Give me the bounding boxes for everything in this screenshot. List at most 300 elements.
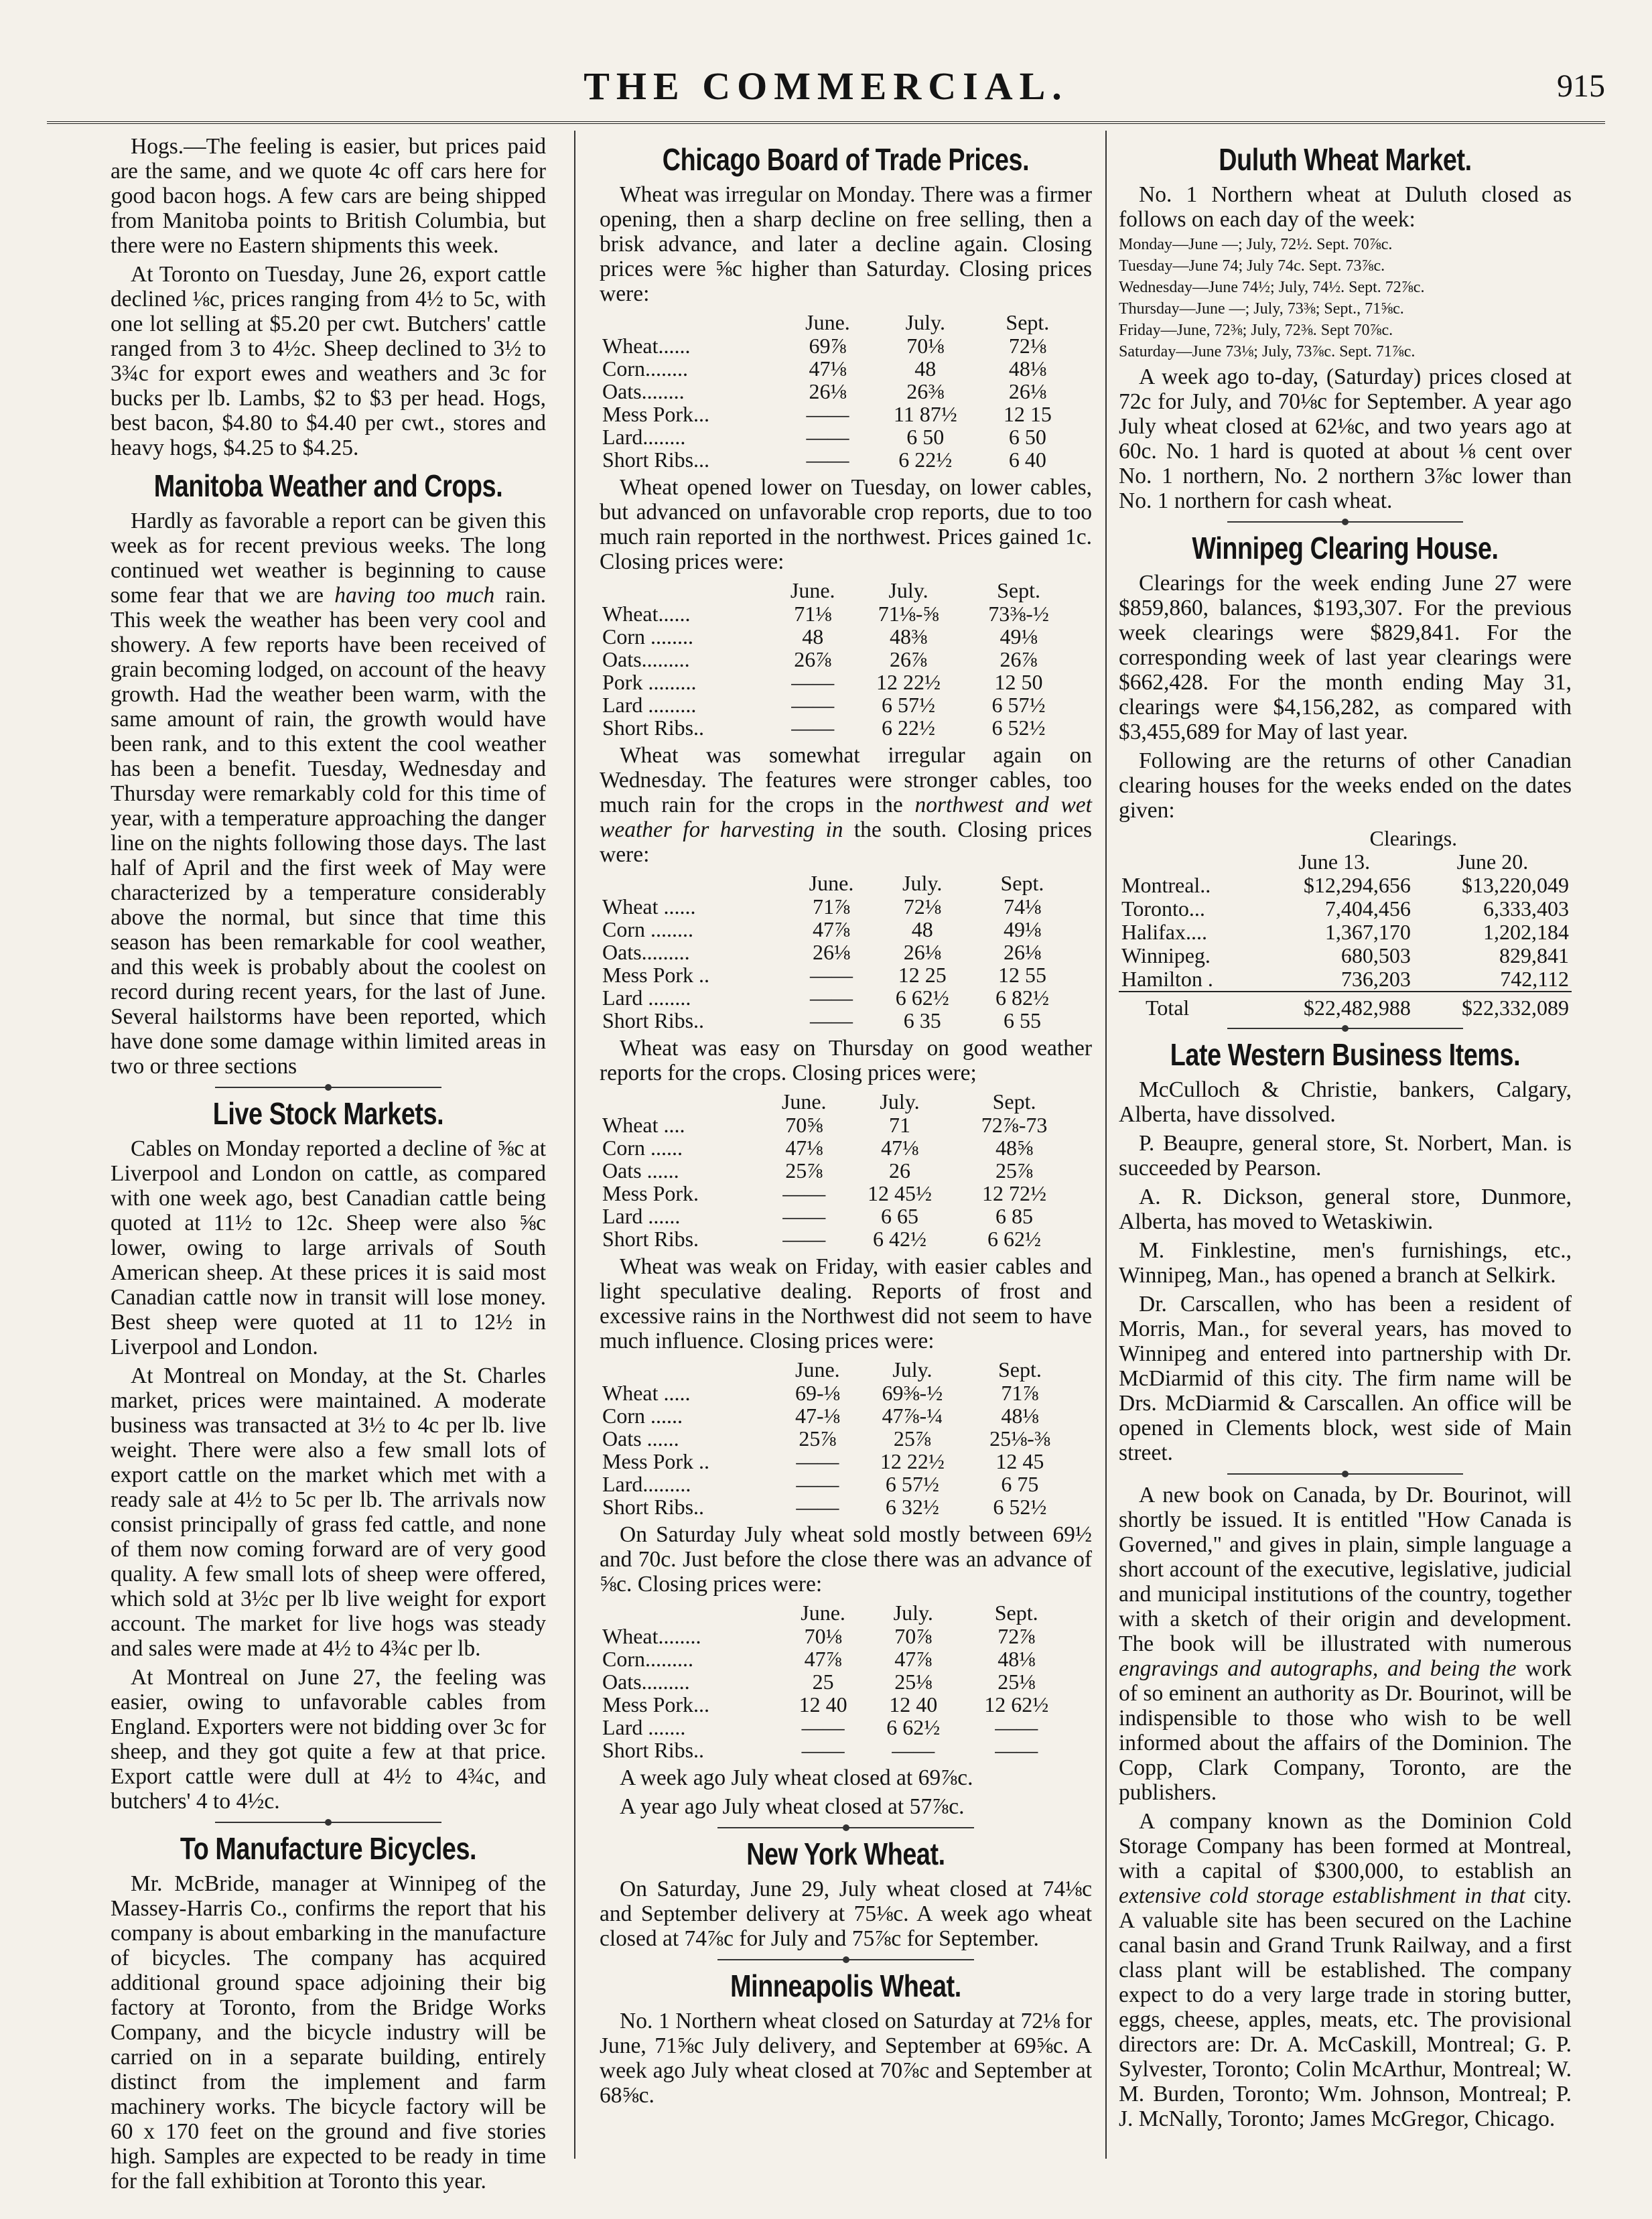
price-cell: 25⅞ <box>785 1158 823 1183</box>
price-column-header: June. <box>795 1357 840 1382</box>
price-cell: 6 22½ <box>882 716 936 740</box>
commodity-label: Short Ribs... <box>602 448 710 472</box>
price-cell: 6 40 <box>1008 448 1046 472</box>
price-cell: 71⅛ <box>794 602 832 626</box>
clearing-paragraph: Clearings for the week ending June 27 were $859,860, balances, $193,307. For the previous week clearings were $829,841. For the corresponding week of last year clearings were $662,428. For the month ending May 31, clearings were $4,156,282, as compared with $3,455,689 for May of last year. <box>1119 571 1572 744</box>
commodity-label: Wheat........ <box>602 1624 701 1648</box>
price-cell: 48 <box>914 356 937 381</box>
price-cell: —— <box>810 1008 853 1032</box>
price-cell: 70⅛ <box>906 334 945 358</box>
price-row <box>600 671 1073 693</box>
section-separator <box>215 1822 441 1823</box>
price-cell: 26⅞ <box>890 647 928 671</box>
price-table <box>600 1601 1073 1761</box>
city-label: Hamilton . <box>1121 967 1213 991</box>
commodity-label: Short Ribs.. <box>602 1495 705 1519</box>
price-cell: —— <box>806 448 849 472</box>
price-cell: 74⅛ <box>1003 894 1041 919</box>
price-column-header: June. <box>809 871 854 895</box>
commodity-label: Lard ....... <box>602 1715 686 1739</box>
price-cell: 12 22½ <box>880 1449 945 1473</box>
section-separator <box>717 1827 973 1828</box>
friday-paragraph: Wheat was weak on Friday, with easier cables and light speculative dealing. Reports of frost and excessive rains in the Northwest did not seem to have much influence. Closing prices were: <box>600 1254 1092 1353</box>
city-label: Toronto... <box>1121 896 1205 921</box>
price-cell: 6 42½ <box>873 1227 927 1251</box>
commodity-label: Short Ribs.. <box>602 1738 705 1762</box>
price-cell: 47⅛ <box>881 1136 919 1160</box>
live-stock-heading: Live Stock Markets. <box>212 1096 444 1131</box>
commodity-label: Short Ribs.. <box>602 716 705 740</box>
price-cell: 49⅛ <box>1000 624 1038 649</box>
toronto-cattle-paragraph: At Toronto on Tuesday, June 26, export cattle declined ⅛c, prices ranging from 4½ to 5c, with one lot selling at $5.20 per cwt. Butchers' cattle ranged from 3 to 4½c. Sheep declined to 3½ to 3¾c for export ewes and weathers and 3c for bucks per lb. Lambs, $2 to $3 per head. Hogs, best bacon, $4.80 to $4.40 per cwt., stores and heavy hogs, $4.25 to $4.25. <box>111 262 546 460</box>
commodity-label: Mess Pork... <box>602 1692 710 1717</box>
price-cell: —— <box>801 1738 845 1762</box>
clearings-rows <box>1119 874 1572 992</box>
price-cell: 70⅞ <box>894 1624 933 1648</box>
price-cell: 12 40 <box>889 1692 938 1717</box>
commodity-label: Short Ribs.. <box>602 1008 705 1032</box>
newspaper-title: THE COMMERCIAL. <box>583 64 1069 108</box>
commodity-label: Oats......... <box>602 1670 690 1694</box>
price-cell: 26⅜ <box>906 379 945 403</box>
price-cell: 47⅛ <box>809 356 847 381</box>
section-separator <box>1227 1028 1463 1029</box>
section-separator <box>1227 1473 1463 1475</box>
price-cell: 6 55 <box>1003 1008 1041 1032</box>
page-header <box>47 64 1605 117</box>
business-item: M. Finklestine, men's furnishings, etc., Winnipeg, Man., has opened a branch at Selkirk. <box>1119 1238 1572 1288</box>
price-column-header: Sept. <box>994 1601 1038 1625</box>
price-cell: —— <box>791 693 835 717</box>
price-cell: 6 35 <box>903 1008 941 1032</box>
price-table-header <box>600 1089 1073 1114</box>
price-row <box>600 448 1073 471</box>
price-cell: 12 40 <box>799 1692 847 1717</box>
commodity-label: Mess Pork. <box>602 1181 699 1205</box>
price-cell: 47⅞ <box>894 1647 933 1671</box>
late-western-heading: Late Western Business Items. <box>1170 1037 1521 1072</box>
commodity-label: Oats........ <box>602 379 685 403</box>
price-cell: 26⅞ <box>1000 647 1038 671</box>
column-divider <box>1105 131 1107 2159</box>
price-cell: 73⅜-½ <box>988 602 1049 626</box>
price-row <box>600 602 1073 625</box>
price-cell: 12 62½ <box>984 1692 1049 1717</box>
duluth-paragraph: A week ago to-day, (Saturday) prices closed at 72c for July, and 70⅛c for September. A year ago July wheat closed at 62⅛c, and two years ago at 60c. No. 1 hard is quoted at about ⅛ cent over No. 1 northern, No. 2 northern 3⅞c lower than No. 1 northern for cash wheat. <box>1119 364 1572 513</box>
price-cell: 6 50 <box>1008 425 1046 449</box>
duluth-daily-list <box>1119 236 1572 360</box>
price-cell: 48⅛ <box>1008 356 1046 381</box>
commodity-label: Lard........ <box>602 425 686 449</box>
price-row <box>600 1227 1073 1250</box>
price-row <box>600 403 1073 425</box>
clearing-amount: 7,404,456 <box>1324 896 1411 921</box>
book-paragraph: A new book on Canada, by Dr. Bourinot, will shortly be issued. It is entitled "How Canada is Governed," and gives in plain, simple language a short account of the executive, legislative, judicial and municipal institutions of the country, together with a sketch of their origin and development. The book will be illustrated with numerous engravings and autographs, and being the work of so eminent an authority as Dr. Bourinot, will be indispensible to those who wish to be well informed about the affairs of the Dominion. The Copp, Clark Company, Toronto, are the publishers. <box>1119 1483 1572 1805</box>
price-column-header: July. <box>902 871 943 895</box>
new-york-paragraph: On Saturday, June 29, July wheat closed at 74⅛c and September delivery at 75⅛c. A week ago wheat closed at 74⅞c for July and 75⅞c for September. <box>600 1877 1092 1951</box>
city-label: Winnipeg. <box>1121 943 1211 967</box>
price-row <box>600 334 1073 357</box>
price-cell: 47⅞ <box>813 917 850 941</box>
business-item: A. R. Dickson, general store, Dunmore, Alberta, has moved to Wetaskiwin. <box>1119 1185 1572 1234</box>
clearings-row <box>1119 921 1572 944</box>
price-row <box>600 1159 1073 1182</box>
price-cell: 6 85 <box>995 1204 1034 1228</box>
price-cell: 48⅛ <box>1001 1404 1039 1428</box>
price-table-header <box>600 310 1073 334</box>
commodity-label: Corn ........ <box>602 624 693 649</box>
price-cell: 12 25 <box>898 963 947 987</box>
price-cell: —— <box>782 1204 826 1228</box>
price-cell: 6 22½ <box>898 448 953 472</box>
price-cell: 48⅝ <box>995 1136 1034 1160</box>
city-label: Halifax.... <box>1121 920 1207 944</box>
bicycles-paragraph: Mr. McBride, manager at Winnipeg of the Massey-Harris Co., confirms the report that his company is about embarking in the manufacture of bicycles. The company has acquired additional ground space adjoining their big factory at Toronto, from the Bridge Works Company, and the bicycle industry will be carried on in a separate building, entirely distinct from the implement and farm machinery works. The bicycle factory will be 60 x 170 feet on the ground and five stories high. Samples are expected to be ready in time for the fall exhibition at Toronto this year. <box>111 1871 546 2194</box>
price-cell: 12 72½ <box>982 1181 1047 1205</box>
price-cell: 47⅞-¼ <box>882 1404 943 1428</box>
clearing-house-heading: Winnipeg Clearing House. <box>1192 531 1499 565</box>
cold-storage-paragraph: A company known as the Dominion Cold Storage Company has been formed at Montreal, with a capital of $300,000, to establish an extensive cold storage establishment in that city. A valuable site has been secured on the Lachine canal basin and Grand Trunk Railway, and a first class plant will be established. The company expect to do a very large trade in storing butter, eggs, cheese, apples, meats, etc. The provisional directors are: Dr. A. McCaskill, Montreal; G. P. Sylvester, Toronto; Colin McArthur, Montreal; W. M. Burden, Toronto; Wm. Johnson, Montreal; P. J. McNally, Toronto; James McGregor, Chicago. <box>1119 1809 1572 2131</box>
commodity-label: Wheat...... <box>602 334 691 358</box>
price-cell: —— <box>791 716 835 740</box>
price-cell: 12 55 <box>997 963 1046 987</box>
bicycles-heading: To Manufacture Bicycles. <box>180 1831 477 1866</box>
clearings-row <box>1119 897 1572 921</box>
price-table <box>600 578 1073 739</box>
price-cell: 6 32½ <box>885 1495 939 1519</box>
price-column-header: June. <box>781 1089 827 1114</box>
clearing-amount: $12,294,656 <box>1303 873 1411 897</box>
column-middle <box>600 134 1092 2159</box>
clearings-table <box>1119 827 1572 1020</box>
price-cell: —— <box>796 1495 839 1519</box>
commodity-label: Mess Pork .. <box>602 963 710 987</box>
price-row <box>600 1382 1073 1404</box>
price-row <box>600 986 1073 1009</box>
minneapolis-paragraph: No. 1 Northern wheat closed on Saturday at 72⅛ for June, 71⅝c July delivery, and September at 69⅝c. A week ago July wheat closed at 70⅞c and September at 68⅝c. <box>600 2009 1092 2108</box>
price-column-header <box>600 1357 778 1382</box>
price-row <box>600 1716 1073 1739</box>
livestock-paragraph: At Montreal on Monday, at the St. Charles market, prices were maintained. A moderate business was transacted at 3½ to 4c per lb. live weight. There were also a few small lots of export cattle on the market which met with a ready sale at 4½ to 5c per lb. The arrivals now consist principally of grass fed cattle, and none of them now coming forward are of very good quality. A few small lots of sheep were offered, which sold at 3½c per lb live weight for export account. The market for live hogs was steady and sales were made at 4½ to 4¾c per lb. <box>111 1363 546 1661</box>
price-cell: —— <box>791 670 835 694</box>
price-cell: 72⅞-73 <box>981 1113 1048 1137</box>
clearing-amount: 829,841 <box>1499 943 1569 967</box>
commodity-label: Oats ...... <box>602 1426 679 1451</box>
commodity-label: Corn ...... <box>602 1404 683 1428</box>
price-cell: 25 <box>812 1670 834 1694</box>
price-column-header: Sept. <box>997 578 1040 602</box>
price-column-header: June. <box>790 578 835 602</box>
price-table-header <box>600 578 1073 602</box>
price-cell: —— <box>796 1472 839 1496</box>
duluth-day: Wednesday—June 74½; July, 74½. Sept. 72⅞c. <box>1119 279 1425 296</box>
new-york-heading: New York Wheat. <box>746 1836 945 1871</box>
monday-paragraph: Wheat was irregular on Monday. There was a firmer opening, then a sharp decline on free selling, then a brisk advance, and later a decline again. Closing prices were ⅝c higher than Saturday. Closing prices were: <box>600 182 1092 306</box>
price-cell: 6 52½ <box>991 716 1046 740</box>
price-row <box>600 1648 1073 1670</box>
duluth-day: Thursday—June —; July, 73⅜; Sept., 71⅝c. <box>1119 300 1404 318</box>
price-row <box>600 1009 1073 1032</box>
price-column-header <box>600 1089 765 1114</box>
price-cell: —— <box>806 425 849 449</box>
commodity-label: Lard ........ <box>602 986 691 1010</box>
commodity-label: Wheat ..... <box>602 1381 691 1405</box>
price-cell: 26⅛ <box>1003 940 1041 964</box>
price-table <box>600 1089 1073 1250</box>
business-item: P. Beaupre, general store, St. Norbert, Man. is succeeded by Pearson. <box>1119 1131 1572 1181</box>
price-cell: 25⅞ <box>995 1158 1034 1183</box>
price-cell: 49⅛ <box>1003 917 1041 941</box>
price-cell: 71 <box>889 1113 911 1137</box>
price-table <box>600 871 1073 1032</box>
price-cell: 70⅛ <box>804 1624 842 1648</box>
price-cell: 48 <box>802 624 824 649</box>
price-cell: 69⅜-½ <box>882 1381 943 1405</box>
price-cell: 25⅛ <box>997 1670 1036 1694</box>
clearing-amount: 6,333,403 <box>1483 896 1569 921</box>
price-cell: 6 57½ <box>991 693 1046 717</box>
price-cell: 25⅛ <box>894 1670 933 1694</box>
clearings-label: Clearings. <box>1369 826 1458 850</box>
price-cell: —— <box>801 1715 845 1739</box>
price-row <box>600 1450 1073 1473</box>
price-row <box>600 1739 1073 1761</box>
commodity-label: Oats......... <box>602 647 690 671</box>
price-cell: 6 62½ <box>886 1715 941 1739</box>
clearings-column-header: June 20. <box>1456 850 1529 874</box>
price-cell: 47-⅛ <box>795 1404 840 1428</box>
price-cell: 6 75 <box>1001 1472 1039 1496</box>
business-item: McCulloch & Christie, bankers, Calgary, Alberta, have dissolved. <box>1119 1077 1572 1127</box>
price-row <box>600 941 1073 963</box>
duluth-day: Friday—June, 72⅜; July, 72⅜. Sept 70⅞c. <box>1119 322 1393 339</box>
price-cell: 12 15 <box>1003 402 1052 426</box>
saturday-paragraph: On Saturday July wheat sold mostly between 69½ and 70c. Just before the close there was an advance of ⅝c. Closing prices were: <box>600 1522 1092 1597</box>
price-cell: 6 50 <box>906 425 945 449</box>
price-row <box>600 1114 1073 1136</box>
price-column-header: Sept. <box>997 1357 1042 1382</box>
city-label: Montreal.. <box>1121 873 1211 897</box>
price-column-header: July. <box>888 578 928 602</box>
duluth-day: Tuesday—June 74; July 74c. Sept. 73⅞c. <box>1119 257 1385 275</box>
clearing-amount: $13,220,049 <box>1462 873 1569 897</box>
clearings-row <box>1119 967 1572 992</box>
chicago-board-heading: Chicago Board of Trade Prices. <box>662 142 1030 177</box>
column-right <box>1119 134 1572 2159</box>
commodity-label: Wheat .... <box>602 1113 685 1137</box>
commodity-label: Mess Pork... <box>602 402 710 426</box>
header-rule <box>47 121 1605 124</box>
price-cell: —— <box>810 986 853 1010</box>
price-row <box>600 1670 1073 1693</box>
clearing-amount: 742,112 <box>1500 967 1569 991</box>
section-separator <box>717 1959 973 1960</box>
price-cell: 12 50 <box>994 670 1043 694</box>
price-cell: —— <box>995 1738 1038 1762</box>
price-cell: 26⅞ <box>794 647 832 671</box>
price-cell: 6 62½ <box>987 1227 1042 1251</box>
price-cell: —— <box>892 1738 935 1762</box>
section-separator <box>1227 521 1463 523</box>
year-ago-line: A year ago July wheat closed at 57⅞c. <box>620 1794 965 1819</box>
price-column-header: July. <box>893 1601 933 1625</box>
price-table-header <box>600 1601 1073 1625</box>
commodity-label: Oats ...... <box>602 1158 679 1183</box>
price-table <box>600 1357 1073 1518</box>
price-cell: —— <box>782 1227 826 1251</box>
price-cell: 12 45 <box>995 1449 1044 1473</box>
column-divider <box>574 131 575 2159</box>
price-cell: 11 87½ <box>893 402 957 426</box>
price-table-header <box>600 1357 1073 1382</box>
clearing-amount: 1,202,184 <box>1483 920 1569 944</box>
price-cell: 26⅛ <box>903 940 941 964</box>
price-column-header: July. <box>905 310 945 334</box>
price-cell: 72⅛ <box>903 894 941 919</box>
price-cell: 12 45½ <box>868 1181 933 1205</box>
commodity-label: Lard ...... <box>602 1204 681 1228</box>
price-row <box>600 1136 1073 1159</box>
clearings-row <box>1119 944 1572 967</box>
price-cell: —— <box>796 1449 839 1473</box>
price-row <box>600 693 1073 716</box>
price-cell: —— <box>810 963 853 987</box>
duluth-heading: Duluth Wheat Market. <box>1219 142 1472 177</box>
price-cell: —— <box>782 1181 826 1205</box>
hogs-paragraph: Hogs.—The feeling is easier, but prices paid are the same, and we quote 4c off cars here for good bacon hogs. A few cars are being shipped from Manitoba points to British Columbia, but there were no Eastern shipments this week. <box>111 134 546 258</box>
clearing-paragraph: Following are the returns of other Canadian clearing houses for the weeks ended on the dates given: <box>1119 748 1572 823</box>
price-cell: 6 52½ <box>993 1495 1047 1519</box>
price-cell: 26⅛ <box>1008 379 1046 403</box>
price-column-header: Sept. <box>1000 871 1044 895</box>
price-row <box>600 1205 1073 1227</box>
commodity-label: Pork ......... <box>602 670 697 694</box>
price-table <box>600 310 1073 471</box>
price-cell: 48 <box>911 917 933 941</box>
price-row <box>600 1427 1073 1450</box>
tuesday-paragraph: Wheat opened lower on Tuesday, on lower cables, but advanced on unfavorable crop reports, due to too much rain reported in the northwest. Prices gained 1c. Closing prices were: <box>600 475 1092 574</box>
price-cell: 70⅝ <box>785 1113 823 1137</box>
column-left <box>111 134 547 2194</box>
price-cell: 6 82½ <box>995 986 1049 1010</box>
price-row <box>600 357 1073 380</box>
price-column-header: July. <box>892 1357 933 1382</box>
week-ago-line: A week ago July wheat closed at 69⅞c. <box>620 1765 973 1790</box>
price-cell: 6 57½ <box>885 1472 939 1496</box>
price-row <box>600 918 1073 941</box>
price-row <box>600 895 1073 918</box>
price-cell: 26⅛ <box>813 940 850 964</box>
price-column-header: June. <box>805 310 850 334</box>
price-cell: 71⅛-⅝ <box>878 602 939 626</box>
price-row <box>600 963 1073 986</box>
price-cell: 25⅞ <box>799 1426 837 1451</box>
price-table-header <box>600 871 1073 895</box>
commodity-label: Mess Pork .. <box>602 1449 710 1473</box>
price-row <box>600 425 1073 448</box>
price-cell: 71⅞ <box>813 894 850 919</box>
price-cell: 26⅛ <box>809 379 847 403</box>
commodity-label: Short Ribs. <box>602 1227 699 1251</box>
price-row <box>600 625 1073 648</box>
clearing-amount: 736,203 <box>1340 967 1411 991</box>
price-cell: 6 65 <box>881 1204 919 1228</box>
price-cell: 26 <box>889 1158 911 1183</box>
clearings-total-row: Total $22,482,988 $22,332,089 <box>1119 992 1572 1020</box>
price-cell: 72⅛ <box>1008 334 1046 358</box>
price-cell: 25⅛-⅜ <box>989 1426 1050 1451</box>
clearings-row <box>1119 874 1572 897</box>
price-row <box>600 380 1073 403</box>
price-cell: 6 62½ <box>895 986 949 1010</box>
commodity-label: Lard......... <box>602 1472 691 1496</box>
commodity-label: Corn......... <box>602 1647 693 1671</box>
manitoba-weather-heading: Manitoba Weather and Crops. <box>153 468 503 503</box>
price-cell: —— <box>995 1715 1038 1739</box>
thursday-paragraph: Wheat was easy on Thursday on good weather reports for the crops. Closing prices were; <box>600 1036 1092 1085</box>
price-cell: 69⅞ <box>809 334 847 358</box>
price-cell: 48⅛ <box>997 1647 1036 1671</box>
livestock-paragraph: Cables on Monday reported a decline of ⅝c at Liverpool and London on cattle, as compared with one week ago, best Canadian cattle being quoted at 11½ to 12c. Sheep were also ⅝c lower, owing to large arrivals of South American sheep. At these prices it is said most Canadian cattle now in transit will lose money. Best sheep were quoted at 11 to 12½ in Liverpool and London. <box>111 1136 546 1359</box>
duluth-paragraph: No. 1 Northern wheat at Duluth closed as follows on each day of the week: <box>1119 182 1572 232</box>
price-row <box>600 648 1073 671</box>
price-column-header: Sept. <box>1006 310 1050 334</box>
price-row <box>600 1404 1073 1427</box>
price-cell: 71⅞ <box>1001 1381 1039 1405</box>
price-column-header <box>600 578 774 602</box>
price-cell: 12 22½ <box>876 670 941 694</box>
price-cell: 25⅞ <box>893 1426 931 1451</box>
commodity-label: Oats......... <box>602 940 690 964</box>
duluth-day: Saturday—June 73⅛; July, 73⅞c. Sept. 71⅞c. <box>1119 343 1416 360</box>
section-separator <box>215 1087 441 1088</box>
commodity-label: Corn ...... <box>602 1136 683 1160</box>
commodity-label: Corn........ <box>602 356 688 381</box>
price-cell: 47⅛ <box>785 1136 823 1160</box>
price-cell: 72⅞ <box>997 1624 1036 1648</box>
price-column-header: Sept. <box>992 1089 1036 1114</box>
price-row <box>600 1182 1073 1205</box>
weather-paragraph: Hardly as favorable a report can be given this week as for recent previous weeks. The long continued wet weather is beginning to cause some fear that we are having too much rain. This week the weather has been very cool and showery. A few reports have been received of grain becoming lodged, on account of the heavy growth. Had the weather been warm, with the same amount of rain, the growth would have been rank, and to this extent the cool weather has been a benefit. Tuesday, Wednesday and Thursday were remarkably cold for this time of year, with a temperature approaching the danger line on the nights following those days. The last half of April and the first week of May were characterized by a temperature considerably above the normal, but since that time this season has been remarkable for cool weather, and this week is probably about the coolest on record during recent years, for the last of June. Several hailstorms have been reported, which have done some damage within limited areas in two or three sections <box>111 509 547 1079</box>
clearing-amount: 680,503 <box>1340 943 1411 967</box>
price-row <box>600 1495 1073 1518</box>
price-column-header: June. <box>801 1601 845 1625</box>
price-cell: —— <box>806 402 849 426</box>
price-cell: 47⅞ <box>804 1647 842 1671</box>
duluth-day: Monday—June —; July, 72½. Sept. 70⅞c. <box>1119 236 1393 253</box>
price-row <box>600 716 1073 739</box>
clearings-column-header: June 13. <box>1298 850 1371 874</box>
price-row <box>600 1625 1073 1648</box>
price-column-header <box>600 1601 780 1625</box>
page-number: 915 <box>1557 68 1605 104</box>
commodity-label: Wheat...... <box>602 602 691 626</box>
price-column-header: July. <box>880 1089 920 1114</box>
commodity-label: Corn ........ <box>602 917 693 941</box>
commodity-label: Lard ......... <box>602 693 697 717</box>
wednesday-paragraph: Wheat was somewhat irregular again on Wednesday. The features were stronger cables, too much rain for the crops in the northwest and wet weather for harvesting in the south. Closing prices were: <box>600 743 1092 867</box>
minneapolis-heading: Minneapolis Wheat. <box>730 1968 961 2003</box>
price-column-header <box>600 310 787 334</box>
commodity-label: Wheat ...... <box>602 894 696 919</box>
price-cell: 6 57½ <box>882 693 936 717</box>
price-cell: 48⅜ <box>890 624 928 649</box>
price-cell: 69-⅛ <box>795 1381 840 1405</box>
price-column-header <box>600 871 790 895</box>
business-item: Dr. Carscallen, who has been a resident of Morris, Man., for several years, has moved to Winnipeg and entered into partnership with Dr. McDiarmid of this city. The firm name will be Drs. McDiarmid & Carscallen. An office will be opened in Clements block, west side of Main street. <box>1119 1292 1572 1465</box>
price-row <box>600 1693 1073 1716</box>
clearing-amount: 1,367,170 <box>1324 920 1411 944</box>
